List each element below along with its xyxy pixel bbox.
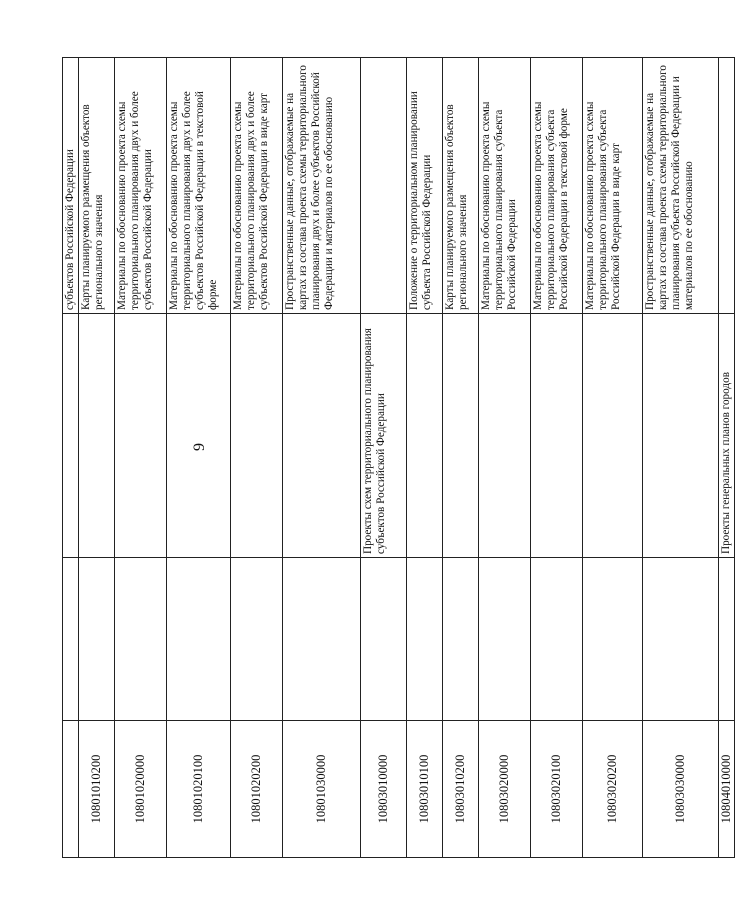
empty-cell [79, 558, 115, 721]
row-description: субъектов Российской Федерации [63, 58, 79, 314]
empty-cell [63, 558, 79, 721]
table-row [407, 58, 443, 858]
empty-cell [231, 558, 283, 721]
empty-cell [283, 558, 361, 721]
table-row [283, 58, 361, 858]
row-code: 10801030000 [283, 721, 361, 858]
empty-cell [719, 558, 735, 721]
table-row [167, 58, 231, 858]
row-category [63, 314, 79, 558]
table-row [79, 58, 115, 858]
table-row [583, 58, 643, 858]
table-row [115, 58, 167, 858]
row-category: Проекты генеральных планов городов [719, 314, 735, 558]
table-row [531, 58, 583, 858]
table-row [443, 58, 479, 858]
empty-cell [531, 558, 583, 721]
empty-cell [361, 558, 407, 721]
empty-cell [167, 558, 231, 721]
row-code: 10803010100 [407, 721, 443, 858]
empty-cell [643, 558, 719, 721]
row-description: Материалы по обоснованию проекта схемы территориального планирования субъекта Российской Федерации в текстовой форме [531, 58, 583, 314]
row-description [361, 58, 407, 314]
empty-cell [479, 558, 531, 721]
row-description: Пространственные данные, отображаемые на картах из состава проекта схемы территориального планирования субъекта Российской Федерации и материалов по ее обоснованию [643, 58, 719, 314]
row-description: Материалы по обоснованию проекта схемы территориального планирования субъекта Российской Федерации [479, 58, 531, 314]
empty-cell [407, 558, 443, 721]
row-description: Материалы по обоснованию проекта схемы территориального планирования двух и более субъектов Российской Федерации в текстовой форме [167, 58, 231, 314]
row-description: Карты планируемого размещения объектов регионального значения [79, 58, 115, 314]
rotated-table-container [62, 58, 733, 858]
table-row [231, 58, 283, 858]
row-code: 10803020100 [531, 721, 583, 858]
row-category [479, 314, 531, 558]
row-description: Положение о территориальном планировании субъекта Российской Федерации [407, 58, 443, 314]
row-code: 10803030000 [643, 721, 719, 858]
row-category [79, 314, 115, 558]
row-code: 10803010000 [361, 721, 407, 858]
table-row [643, 58, 719, 858]
page-number: 9 [191, 443, 208, 451]
table-row [479, 58, 531, 858]
row-description: Карты планируемого размещения объектов регионального значения [443, 58, 479, 314]
row-category [443, 314, 479, 558]
row-code: 10803010200 [443, 721, 479, 858]
row-category [283, 314, 361, 558]
table-row [63, 58, 79, 858]
row-category [643, 314, 719, 558]
empty-cell [115, 558, 167, 721]
row-description: Пространственные данные, отображаемые на картах из состава проекта схемы территориального планирования двух и более субъектов Российской Федерации и материалов по ее обоснованию [283, 58, 361, 314]
row-code: 10801010200 [79, 721, 115, 858]
empty-cell [443, 558, 479, 721]
table-row [361, 58, 407, 858]
row-category: Проекты схем территориального планирования субъектов Российской Федерации [361, 314, 407, 558]
row-category [167, 314, 231, 558]
row-description [719, 58, 735, 314]
row-category [407, 314, 443, 558]
row-code: 10804010000 [719, 721, 735, 858]
row-category [531, 314, 583, 558]
row-description: Материалы по обоснованию проекта схемы территориального планирования субъекта Российской Федерации в виде карт [583, 58, 643, 314]
row-code [63, 721, 79, 858]
row-category [115, 314, 167, 558]
table-row [719, 58, 735, 858]
row-category [231, 314, 283, 558]
table-body [63, 58, 735, 858]
row-code: 10801020200 [231, 721, 283, 858]
row-code: 10801020000 [115, 721, 167, 858]
row-code: 10803020000 [479, 721, 531, 858]
row-description: Материалы по обоснованию проекта схемы территориального планирования двух и более субъектов Российской Федерации [115, 58, 167, 314]
row-category [583, 314, 643, 558]
empty-cell [583, 558, 643, 721]
row-description: Материалы по обоснованию проекта схемы территориального планирования двух и более субъектов Российской Федерации в виде карт [231, 58, 283, 314]
row-code: 10803020200 [583, 721, 643, 858]
row-code: 10801020100 [167, 721, 231, 858]
classifier-table [62, 57, 735, 858]
